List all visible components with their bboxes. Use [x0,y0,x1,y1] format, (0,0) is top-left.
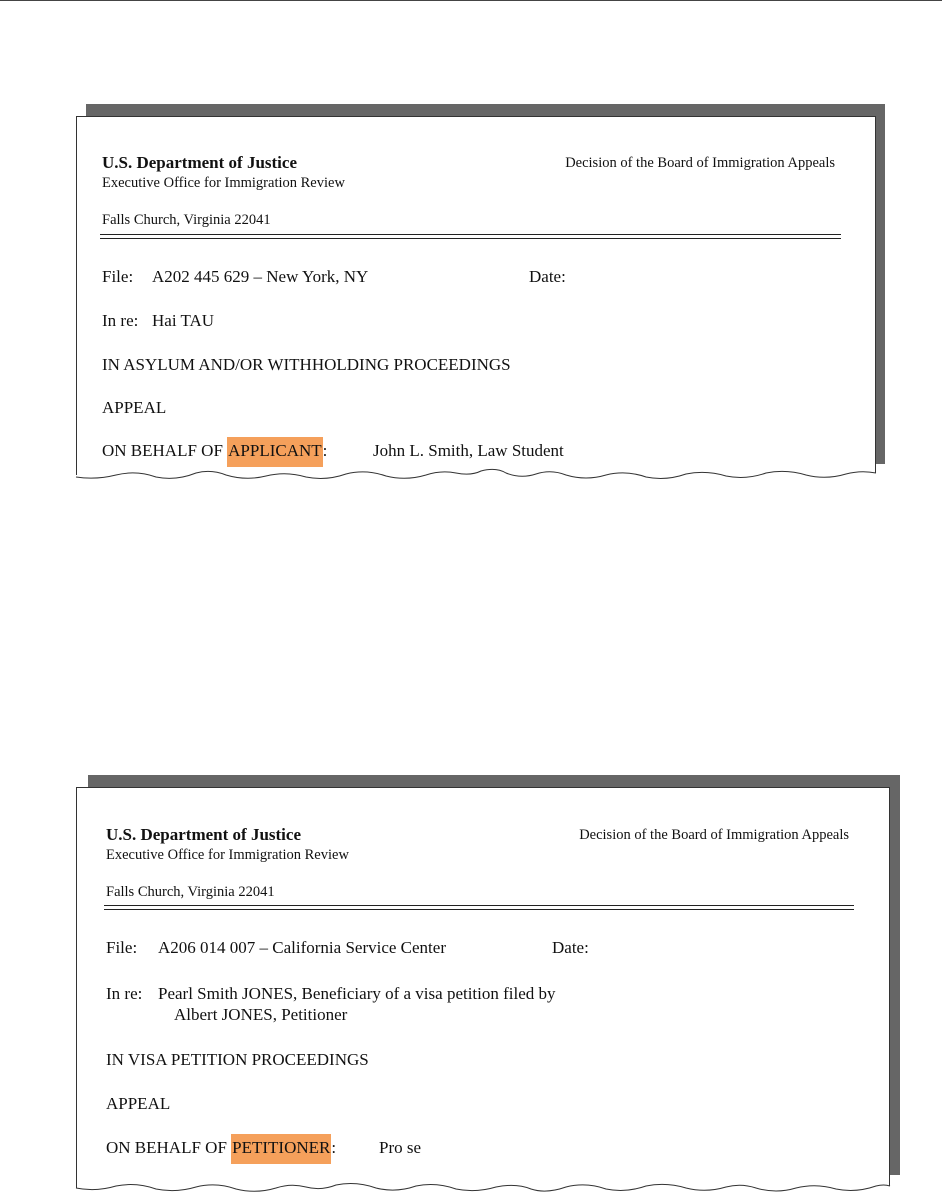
double-rule-top [100,234,841,235]
representative: John L. Smith, Law Student [373,441,564,460]
double-rule-bottom [104,909,854,910]
date-label: Date: [529,267,566,286]
double-rule-bottom [100,238,841,239]
on-behalf-prefix: ON BEHALF OF [106,1138,232,1157]
in-re-label: In re: [106,984,143,1003]
location: Falls Church, Virginia 22041 [102,212,271,228]
office-name: Executive Office for Immigration Review [102,175,345,191]
in-re-name: Hai TAU [152,311,215,330]
top-rule [0,0,942,1]
document-page [76,787,890,1196]
file-label: File: [102,267,134,286]
double-rule-top [104,905,854,906]
appeal-label: APPEAL [106,1094,171,1113]
appeal-label: APPEAL [102,398,167,417]
torn-edge [76,467,876,487]
date-label: Date: [552,938,589,957]
in-re-name: Pearl Smith JONES, Beneficiary of a visa petition filed by [158,984,556,1003]
torn-edge [76,1180,890,1200]
on-behalf-colon: : [322,441,328,460]
on-behalf-line [106,1138,336,1158]
decision-title: Decision of the Board of Immigration Appeals [565,155,835,171]
highlighted-party-role: PETITIONER [231,1134,331,1164]
file-number: A202 445 629 – New York, NY [152,267,369,286]
document-page [76,116,876,475]
file-label: File: [106,938,138,957]
on-behalf-prefix: ON BEHALF OF [102,441,228,460]
decision-title: Decision of the Board of Immigration Appeals [579,827,849,843]
representative: Pro se [379,1138,422,1157]
on-behalf-line [102,441,327,461]
on-behalf-colon: : [331,1138,337,1157]
department-name: U.S. Department of Justice [102,153,297,172]
proceedings-type: IN ASYLUM AND/OR WITHHOLDING PROCEEDINGS [102,355,511,374]
highlighted-party-role: APPLICANT [227,437,323,467]
proceedings-type: IN VISA PETITION PROCEEDINGS [106,1050,369,1069]
location: Falls Church, Virginia 22041 [106,884,275,900]
office-name: Executive Office for Immigration Review [106,847,349,863]
document-excerpt-1 [76,104,886,494]
in-re-label: In re: [102,311,139,330]
document-excerpt-2 [76,775,902,1195]
department-name: U.S. Department of Justice [106,825,301,844]
file-number: A206 014 007 – California Service Center [158,938,446,957]
in-re-name-continued: Albert JONES, Petitioner [174,1005,348,1024]
